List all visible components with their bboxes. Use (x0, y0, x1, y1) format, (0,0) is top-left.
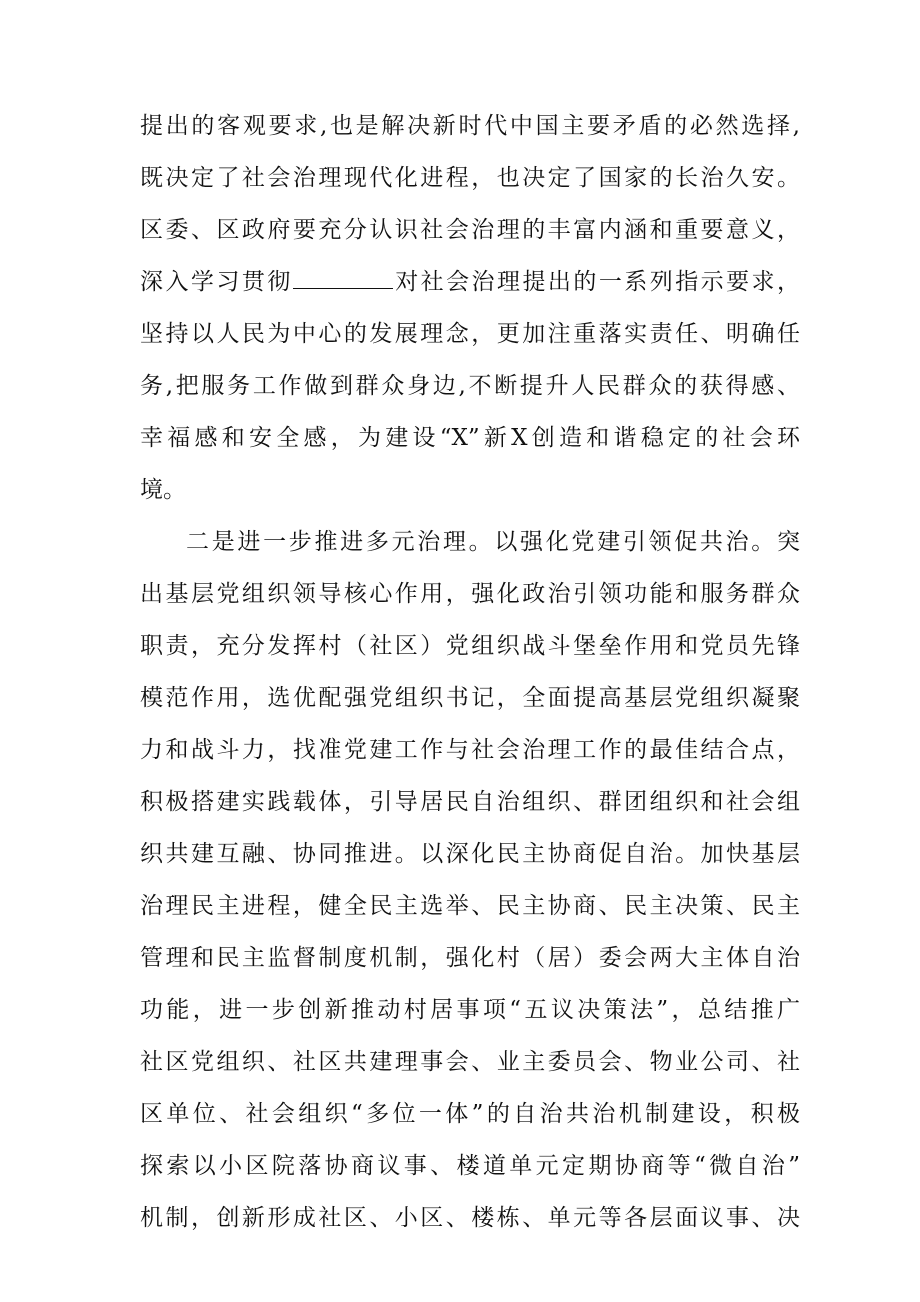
fill-in-blank (293, 270, 393, 289)
text-line: 机制，创新形成社区、小区、楼栋、单元等各层面议事、决 (140, 1205, 800, 1231)
text-line: 区单位、社会组织“多位一体”的自治共治机制建设，积极 (140, 1101, 800, 1127)
text-line: 力和战斗力，找准党建工作与社会治理工作的最佳结合点， (140, 737, 800, 763)
text-line: 管理和民主监督制度机制，强化村（居）委会两大主体自治 (140, 945, 800, 971)
text-line: 功能，进一步创新推动村居事项“五议决策法”，总结推广 (140, 997, 800, 1023)
text-line: 积极搭建实践载体，引导居民自治组织、群团组织和社会组 (140, 789, 800, 815)
paragraph-first-line: 二是进一步推进多元治理。以强化党建引领促共治。突 (186, 529, 800, 555)
text-line: 既决定了社会治理现代化进程，也决定了国家的长治久安。 (140, 165, 800, 191)
text-line: 织共建互融、协同推进。以深化民主协商促自治。加快基层 (140, 841, 800, 867)
text-line: 探索以小区院落协商议事、楼道单元定期协商等“微自治” (140, 1153, 800, 1179)
text-line: 职责，充分发挥村（社区）党组织战斗堡垒作用和党员先锋 (140, 633, 800, 659)
text-line: 治理民主进程，健全民主选举、民主协商、民主决策、民主 (140, 893, 800, 919)
text-line: 模范作用，选优配强党组织书记，全面提高基层党组织凝聚 (140, 685, 800, 711)
text-line: 提出的客观要求,也是解决新时代中国主要矛盾的必然选择, (140, 113, 800, 139)
text-line: 坚持以人民为中心的发展理念，更加注重落实责任、明确任 (140, 321, 800, 347)
text-line: 务,把服务工作做到群众身边,不断提升人民群众的获得感、 (140, 373, 800, 399)
text-segment: 深入学习贯彻 (140, 269, 293, 295)
text-line: 社区党组织、社区共建理事会、业主委员会、物业公司、社 (140, 1049, 800, 1075)
text-line: 出基层党组织领导核心作用，强化政治引领功能和服务群众 (140, 581, 800, 607)
text-segment: 对社会治理提出的一系列指示要求， (392, 269, 800, 295)
text-line: 境。 (140, 477, 186, 503)
body-text (140, 100, 800, 1244)
text-line: 幸福感和安全感，为建设“X”新X创造和谐稳定的社会环 (140, 425, 800, 451)
text-line: 区委、区政府要充分认识社会治理的丰富内涵和重要意义， (140, 217, 800, 243)
text-line-with-blank (140, 256, 800, 308)
